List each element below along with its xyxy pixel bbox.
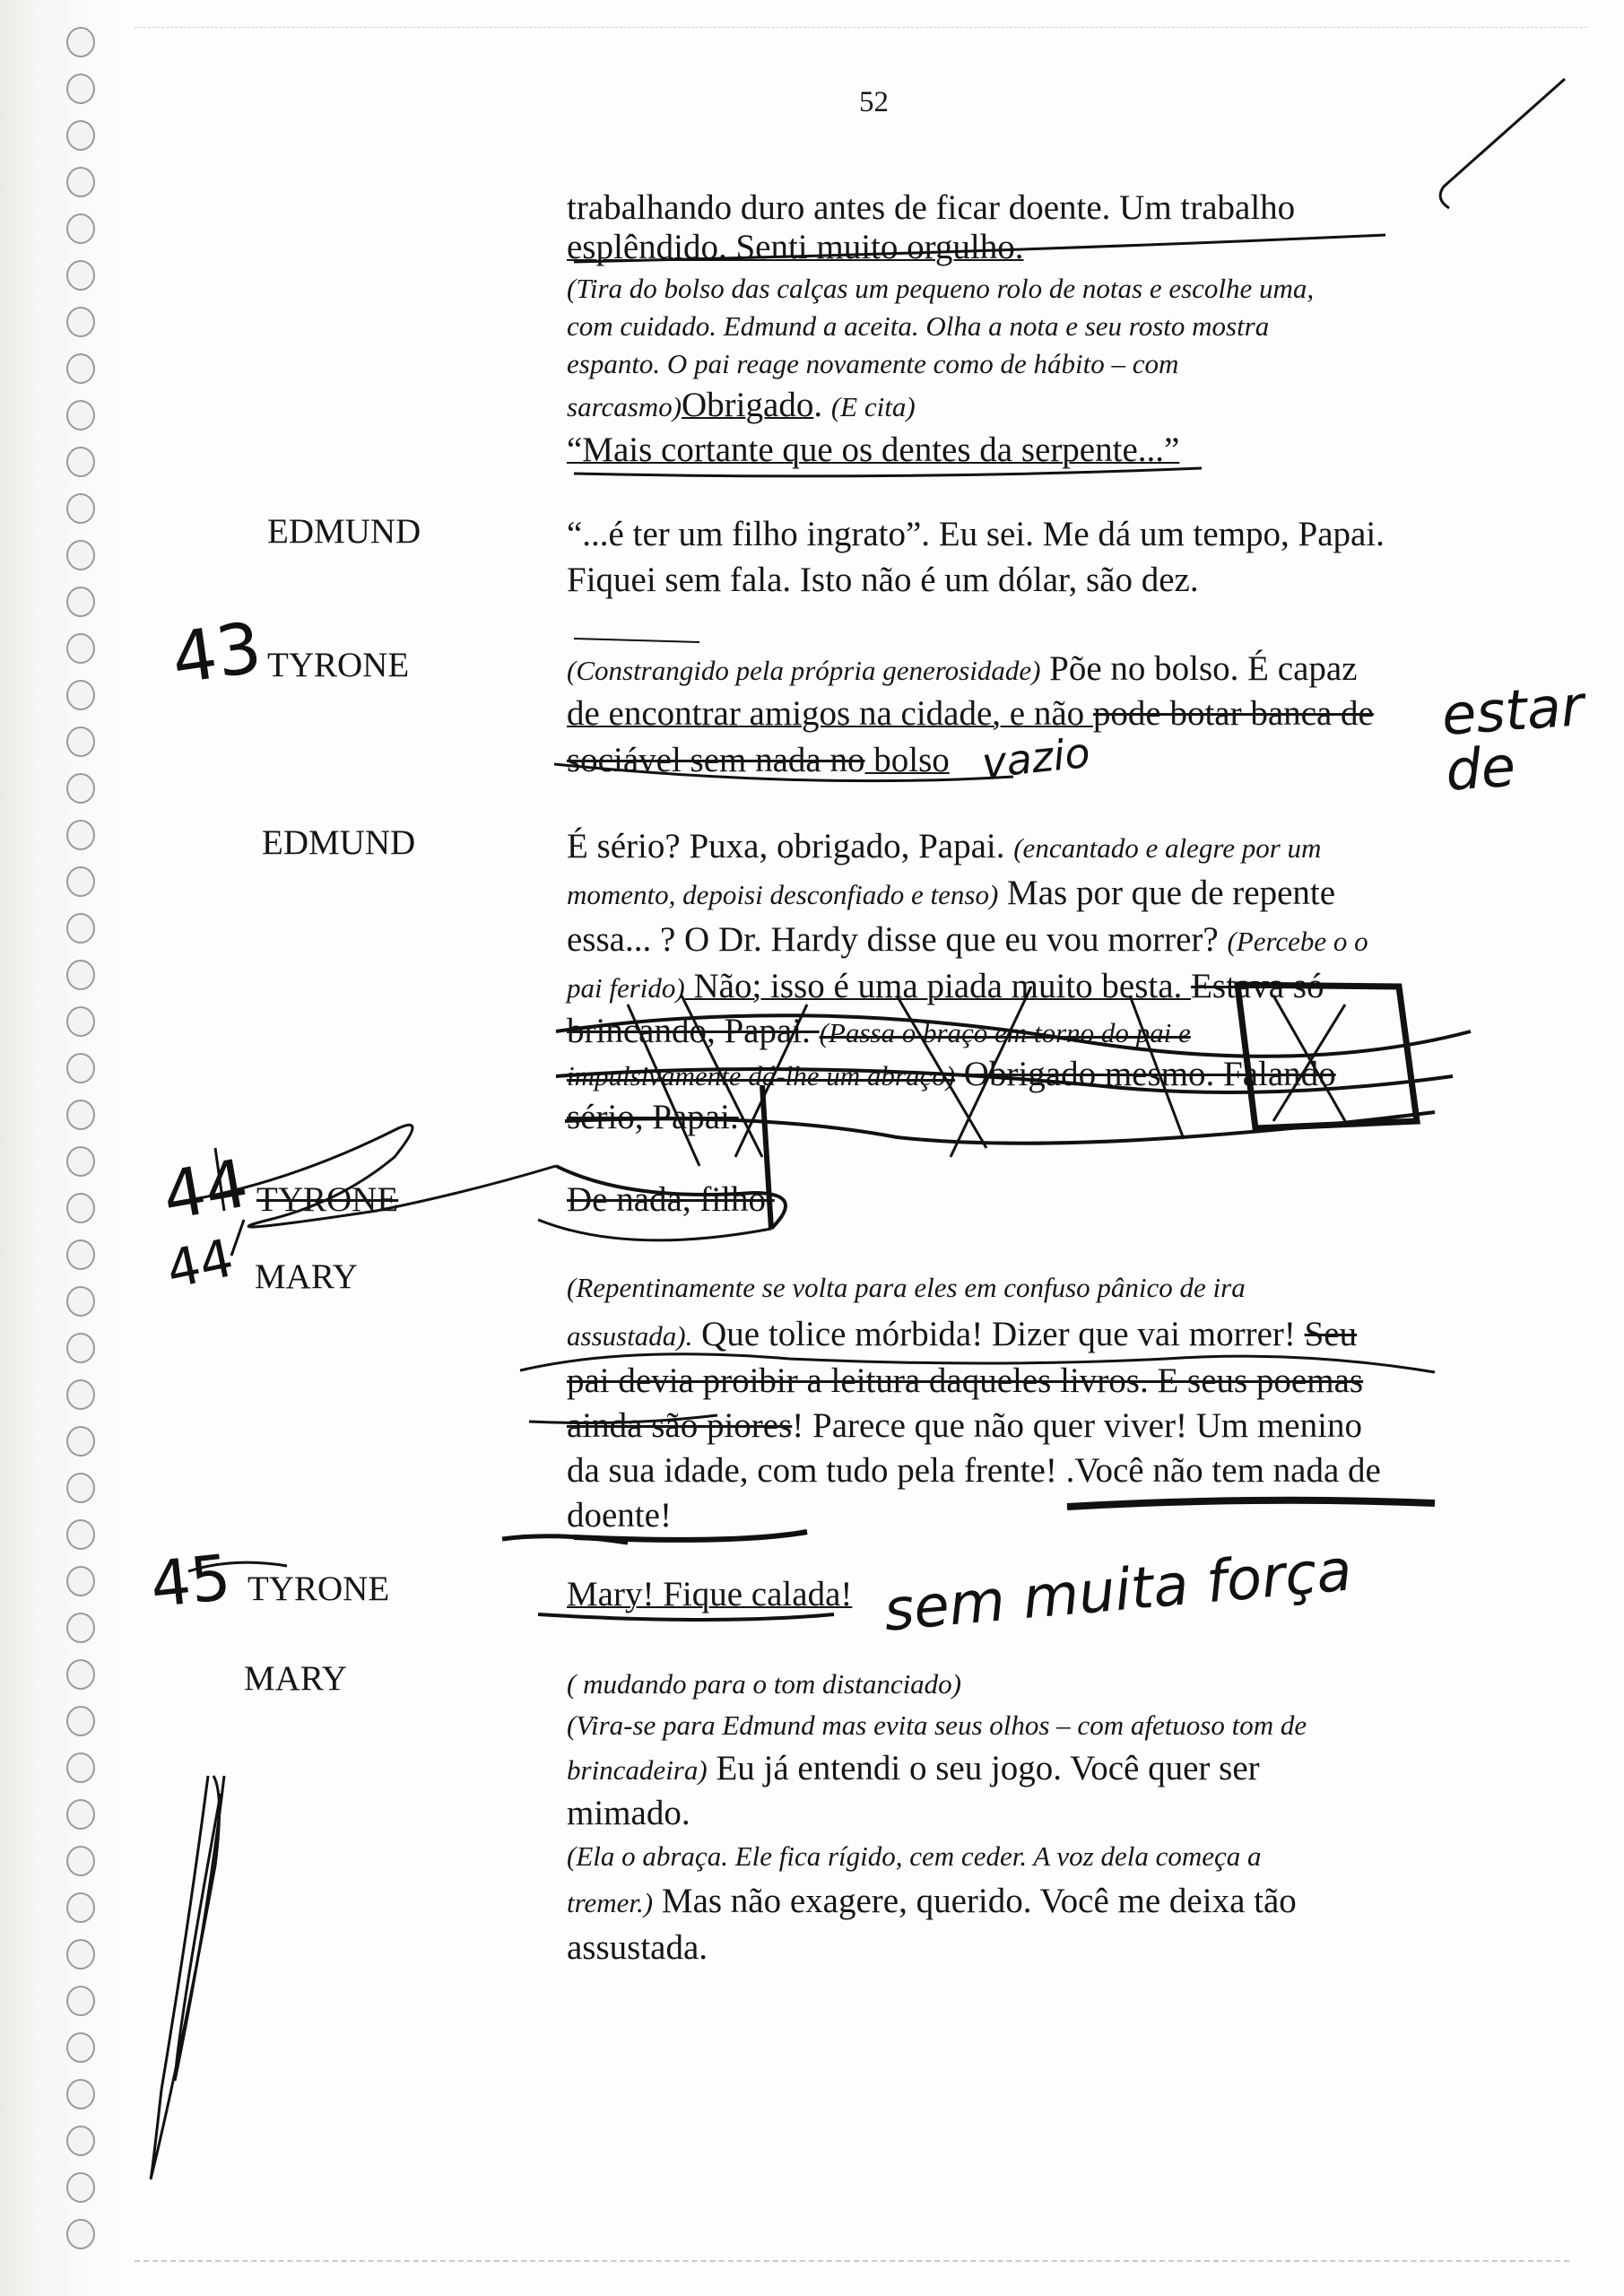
stage-direction: espanto. O pai reage novamente como de hábito – com: [567, 348, 1179, 379]
page-number: 52: [859, 86, 889, 118]
dialogue-line-struck: impulsivamente dá-lhe um abraço) Obrigado mesmo. Falando: [567, 1055, 1336, 1093]
spiral-binding: [0, 0, 135, 2296]
dialogue-line-struck: sério, Papai.: [567, 1098, 739, 1136]
speaker-mary: MARY: [255, 1257, 358, 1296]
dialogue-line: brincadeira) Eu já entendi o seu jogo. Você quer ser: [567, 1749, 1260, 1787]
dialogue-line: sociável sem nada no bolso: [567, 741, 950, 779]
binding-ring: [66, 260, 95, 291]
dialogue-line: essa... ? O Dr. Hardy disse que eu vou morrer? (Percebe o o: [567, 920, 1368, 959]
binding-ring: [66, 1379, 95, 1410]
binding-ring: [66, 2079, 95, 2109]
binding-ring: [66, 1100, 95, 1130]
binding-ring: [66, 307, 95, 337]
stage-direction: (Tira do bolso das calças um pequeno rolo de notas e escolhe uma,: [567, 273, 1315, 304]
binding-ring: [66, 540, 95, 570]
dialogue-line-struck: De nada, filho.: [567, 1180, 775, 1219]
handwritten-note: estar de: [1439, 673, 1586, 804]
handwritten-number: 44: [161, 1227, 239, 1300]
binding-ring: [66, 27, 95, 57]
binding-ring: [66, 74, 95, 104]
speaker-edmund: EDMUND: [262, 823, 416, 862]
binding-ring: [66, 633, 95, 664]
binding-ring: [66, 1473, 95, 1503]
dialogue-line: Fiquei sem fala. Isto não é um dólar, são dez.: [567, 561, 1199, 599]
speaker-tyrone: TYRONE: [267, 646, 410, 684]
binding-ring: [66, 1892, 95, 1923]
binding-ring: [66, 1566, 95, 1596]
dialogue-line: tremer.) Mas não exagere, querido. Você me deixa tão: [567, 1882, 1297, 1920]
binding-ring: [66, 1006, 95, 1037]
handwritten-number: 45: [146, 1540, 235, 1622]
binding-ring: [66, 773, 95, 804]
dialogue-line: trabalhando duro antes de ficar doente. Um trabalho: [567, 188, 1296, 227]
dialogue-line: da sua idade, com tudo pela frente! .Você não tem nada de: [567, 1451, 1381, 1490]
corner-check-mark: [1440, 79, 1565, 208]
stage-direction: (Ela o abraça. Ele fica rígido, cem ceder. A voz dela começa a: [567, 1840, 1262, 1872]
binding-ring: [66, 400, 95, 430]
binding-ring: [66, 2172, 95, 2203]
dialogue-line-struck: brincando, Papai. (Passa o braço em torno do pai e: [567, 1012, 1191, 1050]
dialogue-line: momento, depoisi desconfiado e tenso) Mas por que de repente: [567, 874, 1336, 912]
binding-ring: [66, 1146, 95, 1177]
binding-ring: [66, 120, 95, 151]
binding-ring: [66, 866, 95, 897]
dialogue-line: É sério? Puxa, obrigado, Papai. (encantado e alegre por um: [567, 827, 1322, 865]
stage-direction: com cuidado. Edmund a aceita. Olha a nota e seu rosto mostra: [567, 310, 1270, 342]
binding-ring: [66, 1986, 95, 2016]
binding-ring: [66, 2126, 95, 2156]
handwritten-note: sem muita força: [881, 1537, 1355, 1645]
dialogue-line: doente!: [567, 1496, 672, 1535]
dialogue-line: esplêndido. Senti muito orgulho.: [567, 228, 1024, 266]
handwritten-number: 43: [167, 607, 267, 700]
dialogue-line: Mary! Fique calada!: [567, 1575, 853, 1613]
binding-ring: [66, 960, 95, 990]
binding-ring: [66, 1659, 95, 1690]
dialogue-line: ainda são piores! Parece que não quer viver! Um menino: [567, 1406, 1362, 1445]
dialogue-line: (Constrangido pela própria generosidade) Põe no bolso. É capaz: [567, 649, 1358, 688]
binding-ring: [66, 1053, 95, 1083]
binding-ring: [66, 726, 95, 757]
speaker-tyrone-struck: TYRONE: [256, 1180, 399, 1219]
binding-ring: [66, 213, 95, 244]
top-edge: [135, 27, 1587, 29]
binding-ring: [66, 167, 95, 197]
handwritten-note: vazio: [979, 727, 1092, 788]
speaker-mary: MARY: [244, 1659, 347, 1698]
binding-ring: [66, 1799, 95, 1830]
binding-ring: [66, 2032, 95, 2063]
binding-ring: [66, 1426, 95, 1457]
binding-ring: [66, 1239, 95, 1270]
dialogue-line: assustada.: [567, 1928, 708, 1967]
binding-ring: [66, 353, 95, 384]
margin-vertical-strokes: [151, 1776, 224, 2179]
binding-ring: [66, 680, 95, 710]
handwritten-number: 44: [157, 1144, 254, 1236]
binding-ring: [66, 820, 95, 850]
speaker-edmund: EDMUND: [267, 512, 421, 551]
dialogue-line: pai ferido) Não; isso é uma piada muito besta. Estava só: [567, 967, 1324, 1005]
stage-direction: (Vira-se para Edmund mas evita seus olhos – com afetuoso tom de: [567, 1709, 1307, 1741]
dialogue-line: sarcasmo)Obrigado. (E cita): [567, 386, 916, 424]
binding-ring: [66, 1939, 95, 1970]
binding-ring: [66, 913, 95, 944]
binding-ring: [66, 1286, 95, 1317]
dialogue-line: de encontrar amigos na cidade, e não pode botar banca de: [567, 694, 1374, 733]
binding-ring: [66, 1613, 95, 1643]
binding-ring: [66, 1846, 95, 1876]
binding-ring: [66, 1333, 95, 1363]
binding-ring: [66, 447, 95, 477]
binding-ring: [66, 1706, 95, 1736]
dialogue-line: “Mais cortante que os dentes da serpente...”: [567, 430, 1180, 469]
binding-ring: [66, 1519, 95, 1550]
binding-ring: [66, 2219, 95, 2249]
binding-ring: [66, 493, 95, 524]
binding-ring: [66, 1752, 95, 1783]
dialogue-line: assustada). Que tolice mórbida! Dizer que vai morrer! Seu: [567, 1315, 1358, 1353]
binding-ring: [66, 1193, 95, 1223]
stage-direction: (Repentinamente se volta para eles em confuso pânico de ira: [567, 1272, 1246, 1303]
bottom-edge: [135, 2260, 1569, 2263]
binding-ring: [66, 587, 95, 617]
dialogue-line: “...é ter um filho ingrato”. Eu sei. Me dá um tempo, Papai.: [567, 515, 1385, 553]
dialogue-line: mimado.: [567, 1794, 690, 1832]
speaker-tyrone: TYRONE: [248, 1570, 390, 1608]
stage-direction: ( mudando para o tom distanciado): [567, 1668, 962, 1700]
dialogue-line-struck: pai devia proibir a leitura daqueles livros. E seus poemas: [567, 1361, 1364, 1400]
